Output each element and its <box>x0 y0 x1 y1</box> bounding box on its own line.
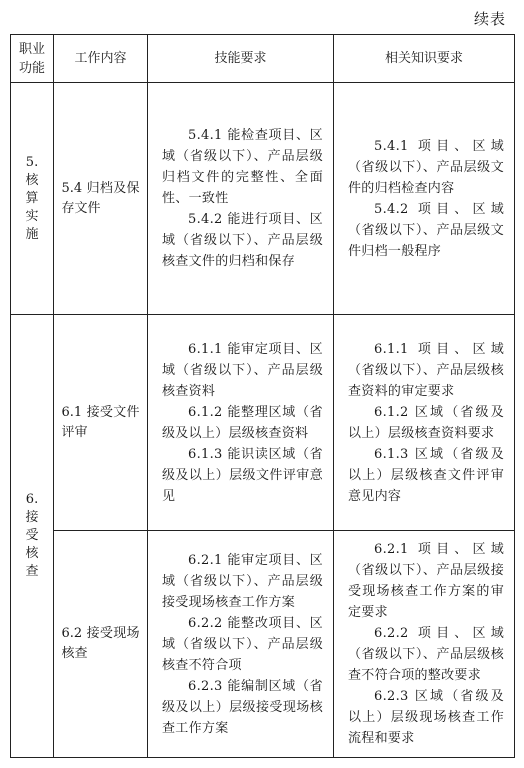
skills-cell <box>148 83 334 315</box>
skill-item: 6.1.2 能整理区域（省级及以上）层级核查资料 <box>162 404 323 441</box>
knowledge-item: 5.4.1 项目、区域（省级以下）、产品层级文件的归档检查内容 <box>348 138 504 196</box>
skill-item: 6.2.2 能整改项目、区域（省级以下）、产品层级核查不符合项 <box>162 615 323 673</box>
skill-item: 6.1.1 能审定项目、区域（省级以下）、产品层级核查资料 <box>162 341 323 399</box>
knowledge-item: 6.1.1 项目、区域（省级以下）、产品层级核查资料的审定要求 <box>348 341 504 399</box>
skill-item: 5.4.2 能进行项目、区域（省级以下）、产品层级核查文件的归档和保存 <box>162 212 323 269</box>
continuation-label: 续表 <box>473 10 506 28</box>
function-cell: 5.核算实施 <box>11 83 54 315</box>
header-row <box>11 35 515 83</box>
knowledge-cell <box>334 83 515 315</box>
skill-item: 6.2.1 能审定项目、区域（省级以下）、产品层级接受现场核查工作方案 <box>162 552 323 610</box>
header-skills: 技能要求 <box>148 35 334 83</box>
header-content: 工作内容 <box>54 35 148 83</box>
content-cell: 6.2 接受现场核查 <box>54 531 148 758</box>
skill-item: 6.1.3 能识读区域（省级及以上）层级文件评审意见 <box>162 446 323 504</box>
table-row <box>11 83 515 315</box>
knowledge-cell <box>334 531 515 758</box>
content-cell: 6.1 接受文件评审 <box>54 315 148 531</box>
knowledge-item: 5.4.2 项目、区域（省级以下）、产品层级文件归档一般程序 <box>348 201 504 259</box>
skill-item: 6.2.3 能编制区域（省级及以上）层级接受现场核查工作方案 <box>162 678 323 736</box>
header-knowledge: 相关知识要求 <box>334 35 515 83</box>
knowledge-item: 6.2.3 区域（省级及以上）层级现场核查工作流程和要求 <box>348 689 504 746</box>
skill-item: 5.4.1 能检查项目、区域（省级以下）、产品层级归档文件的完整性、全面性、一致性 <box>162 128 323 206</box>
table-row <box>11 531 515 758</box>
table-row <box>11 315 515 531</box>
function-cell: 6.接受核查 <box>11 315 54 758</box>
knowledge-item: 6.1.2 区域（省级及以上）层级核查资料要求 <box>348 404 504 441</box>
knowledge-item: 6.2.2 项目、区域（省级以下）、产品层级核查不符合项的整改要求 <box>348 626 504 683</box>
knowledge-item: 6.1.3 区域（省级及以上）层级核查文件评审意见内容 <box>348 446 504 504</box>
content-cell: 5.4 归档及保存文件 <box>54 83 148 315</box>
skills-table <box>10 34 515 758</box>
knowledge-item: 6.2.1 项目、区域（省级以下）、产品层级接受现场核查工作方案的审定要求 <box>348 542 504 620</box>
skills-cell <box>148 531 334 758</box>
knowledge-cell <box>334 315 515 531</box>
skills-cell <box>148 315 334 531</box>
header-function: 职业功能 <box>11 35 54 83</box>
